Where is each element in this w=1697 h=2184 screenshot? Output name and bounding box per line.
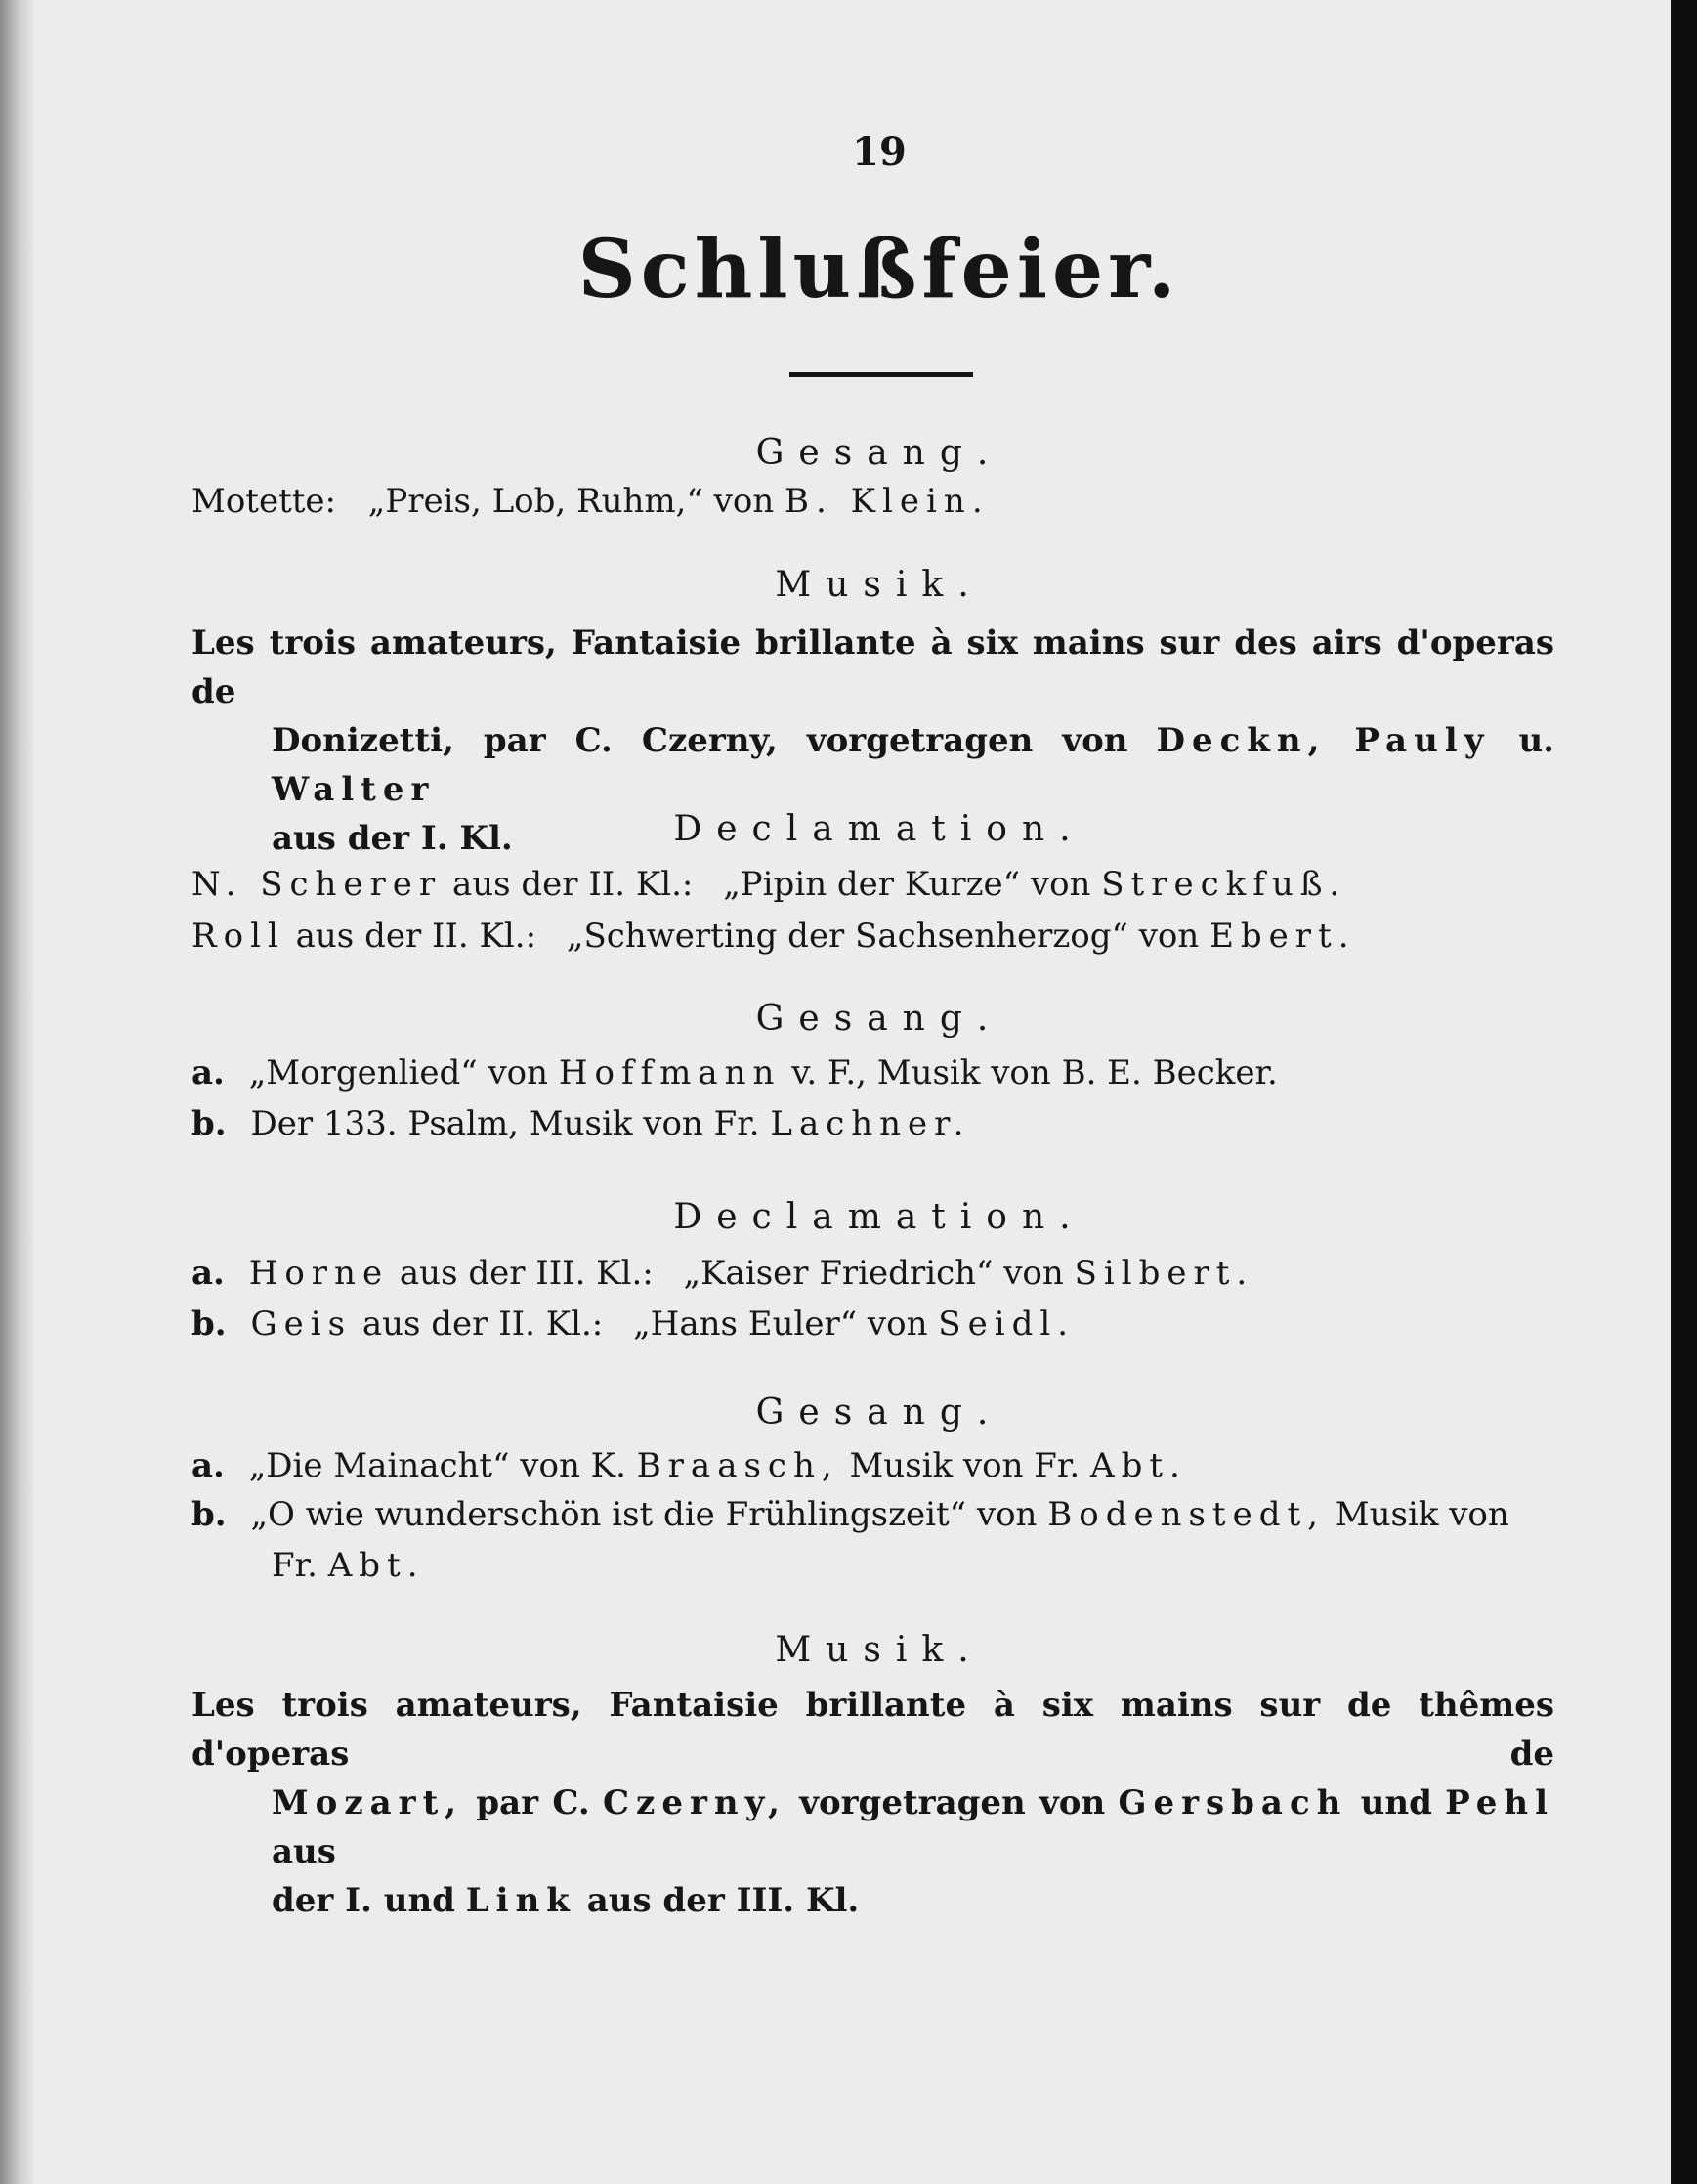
speaker-class: aus der II. Kl.: [451, 865, 694, 904]
speaker: Geis [250, 1305, 353, 1344]
musik-2-name-4: Link [465, 1881, 576, 1920]
item-rest: v. F., Musik von B. E. Becker. [791, 1053, 1278, 1092]
work-author: Seidl. [938, 1305, 1076, 1344]
page-gutter-shadow [0, 0, 33, 2184]
declamation-2-line-a [191, 1254, 1253, 1293]
musik-2-part-2: par C. [476, 1783, 590, 1822]
declamation-1-line-1 [191, 865, 1346, 904]
work-title: „Pipin der Kurze“ von [723, 865, 1091, 904]
motette-text: „Preis, Lob, Ruhm,“ von [367, 482, 775, 521]
speaker-class: aus der III. Kl.: [399, 1254, 654, 1293]
musik-1-part-1: Les trois amateurs, Fantaisie brillante à six mains sur des airs d'operas de [191, 623, 1554, 711]
item-label: b. [191, 1495, 227, 1534]
item-text: „O wie wunderschön ist die Frühlingszeit“ von [250, 1495, 1038, 1534]
item-label: a. [191, 1254, 225, 1293]
item-text: Der 133. Psalm, Musik von Fr. [250, 1104, 760, 1143]
musik-1-part-3: aus der I. Kl. [272, 819, 513, 858]
declamation-2-line-b [191, 1305, 1075, 1344]
musik-1-and: u. [1518, 721, 1554, 760]
musik-2-part-6: aus der III. Kl. [586, 1881, 860, 1920]
section-heading-gesang-3: Gesang. [755, 1392, 1003, 1433]
musik-2-and: und [1360, 1783, 1432, 1822]
item-name-2: Abt. [1090, 1446, 1187, 1485]
item-label: b. [191, 1104, 227, 1143]
musik-2-part-3: vorgetragen von [799, 1783, 1106, 1822]
section-heading-declamation-1: Declamation. [673, 809, 1085, 849]
page-title: Schlußfeier. [577, 223, 1181, 317]
declamation-1-line-2 [191, 917, 1356, 956]
item-name: Abt. [327, 1546, 425, 1585]
section-heading-musik-1: Musik. [775, 565, 984, 605]
musik-2-name-0: Mozart, [272, 1783, 464, 1822]
gesang-2-line-a [191, 1053, 1278, 1092]
title-rule [789, 372, 973, 377]
item-text: „Morgenlied“ von [248, 1053, 549, 1092]
gesang-3-line-b-cont [272, 1546, 425, 1585]
musik-2-part-5: der I. und [272, 1881, 455, 1920]
item-text: Fr. [272, 1546, 318, 1585]
section-heading-musik-2: Musik. [775, 1630, 984, 1670]
section-heading-gesang-1: Gesang. [755, 433, 1003, 473]
musik-1-part-2: Donizetti, par C. Czerny, vorgetragen von [272, 721, 1128, 760]
speaker: N. Scherer [191, 865, 443, 904]
musik-2-name-1: Czerny, [602, 1783, 786, 1822]
gesang-3-line-b [191, 1495, 1509, 1534]
musik-1-name-1: Deckn, [1156, 721, 1327, 760]
musik-paragraph-2 [191, 1681, 1554, 1925]
musik-2-part-1: Les trois amateurs, Fantaisie brillante à six mains sur de thêmes d'operas de [191, 1686, 1554, 1774]
motette-line [191, 482, 990, 521]
work-title: „Hans Euler“ von [633, 1305, 928, 1344]
page-number: 19 [852, 129, 907, 175]
gesang-3-line-a [191, 1446, 1187, 1485]
work-author: Silbert. [1074, 1254, 1254, 1293]
motette-prefix: Motette: [191, 482, 336, 521]
speaker-class: aus der II. Kl.: [295, 917, 537, 956]
item-rest: Musik von [1335, 1495, 1509, 1534]
item-label: a. [191, 1446, 225, 1485]
speaker: Roll [191, 917, 285, 956]
scan-right-edge [1671, 0, 1697, 2184]
motette-author: B. Klein. [785, 482, 990, 521]
work-author: Ebert. [1209, 917, 1356, 956]
work-author: Streckfuß. [1101, 865, 1347, 904]
item-label: b. [191, 1305, 227, 1344]
musik-2-name-3: Pehl [1445, 1783, 1555, 1822]
item-name: Hoffmann [558, 1053, 782, 1092]
section-heading-declamation-2: Declamation. [673, 1197, 1085, 1237]
item-name: Braasch, [636, 1446, 839, 1485]
work-title: „Schwerting der Sachsenherzog“ von [566, 917, 1200, 956]
speaker-class: aus der II. Kl.: [361, 1305, 604, 1344]
musik-2-name-2: Gersbach [1118, 1783, 1348, 1822]
item-label: a. [191, 1053, 225, 1092]
item-rest: Musik von Fr. [849, 1446, 1081, 1485]
item-name: Bodenstedt, [1047, 1495, 1325, 1534]
speaker: Horne [248, 1254, 390, 1293]
section-heading-gesang-2: Gesang. [755, 999, 1003, 1039]
musik-1-name-3: Walter [272, 770, 436, 809]
musik-1-name-2: Pauly [1354, 721, 1491, 760]
musik-2-part-4: aus [272, 1832, 336, 1871]
item-text: „Die Mainacht“ von K. [248, 1446, 626, 1485]
work-title: „Kaiser Friedrich“ von [683, 1254, 1064, 1293]
item-name: Lachner. [770, 1104, 971, 1143]
gesang-2-line-b [191, 1104, 971, 1143]
